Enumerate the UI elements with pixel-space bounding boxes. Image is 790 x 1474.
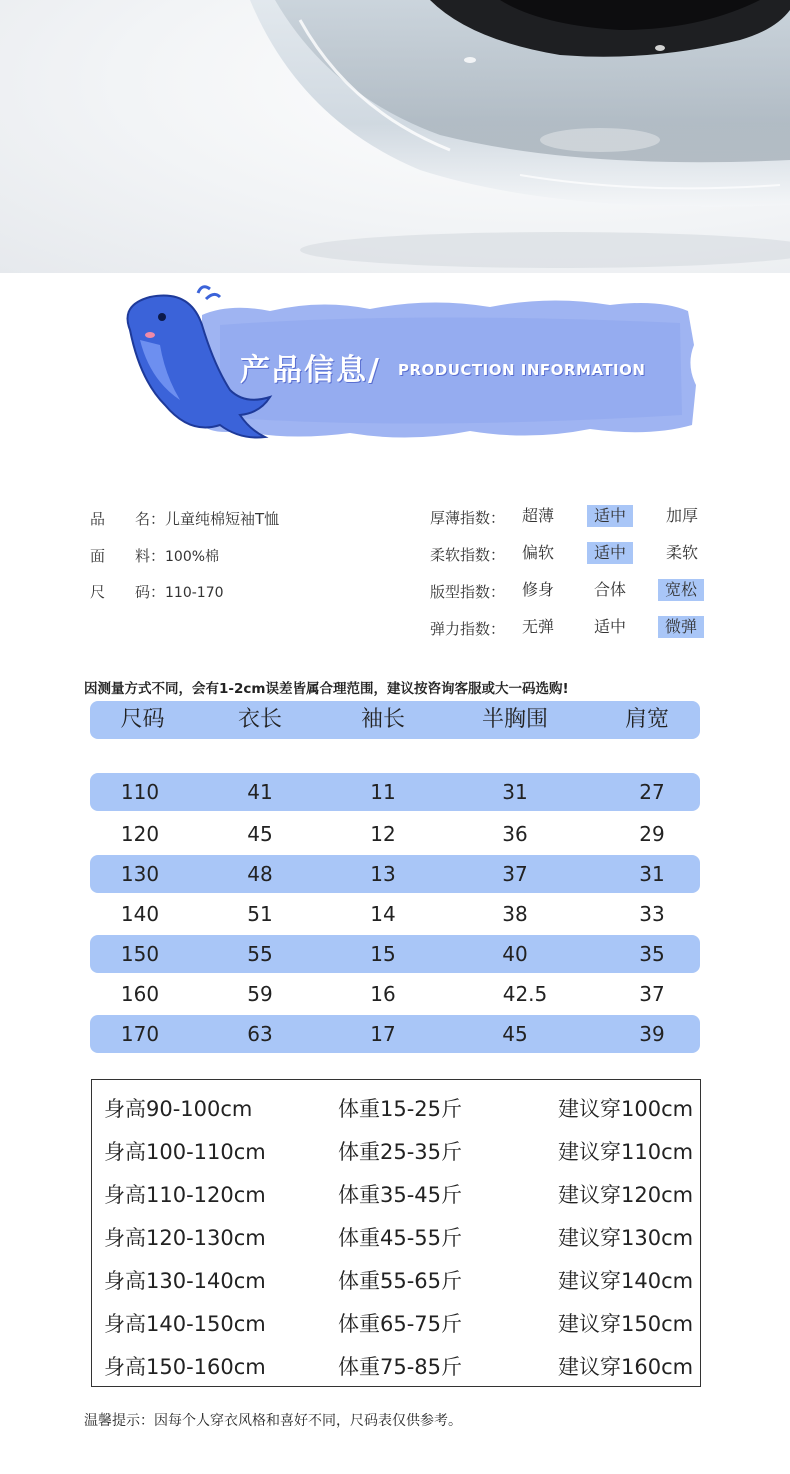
rec-size: 建议穿100cm [558, 1097, 694, 1121]
rec-size: 建议穿140cm [558, 1269, 694, 1293]
rec-height: 身高140-150cm [104, 1312, 266, 1336]
table-cell: 63 [247, 1022, 273, 1046]
table-cell: 38 [502, 902, 528, 926]
rec-size: 建议穿150cm [558, 1312, 694, 1336]
rec-weight: 体重65-75斤 [338, 1312, 463, 1336]
table-cell: 29 [639, 822, 665, 846]
rec-height: 身高120-130cm [104, 1226, 266, 1250]
table-cell: 14 [370, 902, 396, 926]
product-photo [0, 0, 790, 273]
index-option: 超薄 [521, 506, 554, 525]
table-cell: 41 [247, 780, 273, 804]
footer-note: 温馨提示：因每个人穿衣风格和喜好不同，尺码表仅供参考。 [84, 1413, 462, 1429]
rec-size: 建议穿110cm [558, 1140, 694, 1164]
table-cell: 45 [502, 1022, 528, 1046]
size-note: 因测量方式不同，会有1-2cm误差皆属合理范围，建议按咨询客服或大一码选购! [84, 681, 569, 697]
table-cell: 27 [639, 780, 665, 804]
index-option: 适中 [593, 617, 626, 636]
index-label: 弹力指数： [430, 620, 506, 638]
table-cell: 160 [120, 982, 160, 1006]
glass-bowl-illustration [0, 0, 790, 273]
index-option-selected: 宽松 [658, 579, 704, 601]
product-fabric-value: 100%棉 [165, 549, 220, 565]
table-cell: 48 [247, 862, 273, 886]
product-name-value: 儿童纯棉短袖T恤 [165, 510, 280, 528]
banner-subtitle: PRODUCTION INFORMATION [398, 361, 646, 379]
banner-title: 产品信息/ [240, 353, 381, 388]
rec-weight: 体重55-65斤 [338, 1269, 463, 1293]
product-size-value: 110-170 [165, 585, 224, 601]
table-row [90, 1015, 700, 1053]
index-option-selected: 微弹 [658, 616, 704, 638]
rec-weight: 体重75-85斤 [338, 1355, 463, 1379]
rec-size: 建议穿160cm [558, 1355, 694, 1379]
table-cell: 59 [247, 982, 273, 1006]
table-cell: 11 [370, 780, 396, 804]
table-cell: 55 [247, 942, 273, 966]
index-option-selected: 适中 [587, 505, 633, 527]
table-row [90, 855, 700, 893]
product-size-label: 尺 码： [90, 583, 166, 601]
table-row [90, 935, 700, 973]
header-cell: 肩宽 [624, 707, 669, 732]
rec-height: 身高150-160cm [104, 1355, 266, 1379]
table-cell: 170 [120, 1022, 160, 1046]
table-row [90, 773, 700, 811]
rec-height: 身高110-120cm [104, 1183, 266, 1207]
table-cell: 36 [502, 822, 528, 846]
header-cell: 半胸围 [481, 707, 548, 732]
header-cell: 衣长 [237, 707, 282, 732]
table-cell: 37 [502, 862, 528, 886]
table-cell: 120 [120, 822, 160, 846]
table-cell: 31 [639, 862, 665, 886]
table-cell: 150 [120, 942, 160, 966]
product-size [90, 581, 224, 602]
index-label: 版型指数： [430, 583, 506, 601]
rec-height: 身高90-100cm [104, 1097, 253, 1121]
table-cell: 37 [639, 982, 665, 1006]
rec-weight: 体重25-35斤 [338, 1140, 463, 1164]
product-name-label: 品 名： [90, 510, 166, 528]
product-fabric [90, 545, 219, 566]
index-label: 柔软指数： [430, 546, 506, 564]
table-cell: 51 [247, 902, 273, 926]
rec-weight: 体重35-45斤 [338, 1183, 463, 1207]
rec-height: 身高130-140cm [104, 1269, 266, 1293]
table-cell: 13 [370, 862, 396, 886]
rec-weight: 体重45-55斤 [338, 1226, 463, 1250]
table-row [90, 895, 700, 933]
table-cell: 45 [247, 822, 273, 846]
index-label: 厚薄指数： [430, 509, 506, 527]
rec-size: 建议穿130cm [558, 1226, 694, 1250]
rec-height: 身高100-110cm [104, 1140, 266, 1164]
table-cell: 31 [502, 780, 528, 804]
table-row [90, 815, 700, 853]
index-option: 加厚 [665, 506, 698, 525]
product-name [90, 508, 279, 529]
table-cell: 42.5 [502, 982, 548, 1006]
table-row [90, 975, 700, 1013]
size-table-header [90, 701, 700, 739]
index-option-selected: 适中 [587, 542, 633, 564]
product-fabric-label: 面 料： [90, 547, 166, 565]
index-option: 无弹 [521, 617, 554, 636]
table-cell: 35 [639, 942, 665, 966]
table-cell: 16 [370, 982, 396, 1006]
header-cell: 袖长 [360, 707, 405, 732]
index-option: 合体 [593, 580, 626, 599]
table-cell: 39 [639, 1022, 665, 1046]
table-cell: 110 [120, 780, 160, 804]
table-cell: 130 [120, 862, 160, 886]
table-cell: 17 [370, 1022, 396, 1046]
rec-weight: 体重15-25斤 [338, 1097, 463, 1121]
index-option: 偏软 [521, 543, 554, 562]
index-option: 柔软 [665, 543, 698, 562]
table-cell: 12 [370, 822, 396, 846]
header-cell: 尺码 [120, 707, 165, 732]
rec-size: 建议穿120cm [558, 1183, 694, 1207]
index-option: 修身 [521, 580, 554, 599]
table-cell: 40 [502, 942, 528, 966]
table-cell: 15 [370, 942, 396, 966]
table-cell: 33 [639, 902, 665, 926]
table-cell: 140 [120, 902, 160, 926]
